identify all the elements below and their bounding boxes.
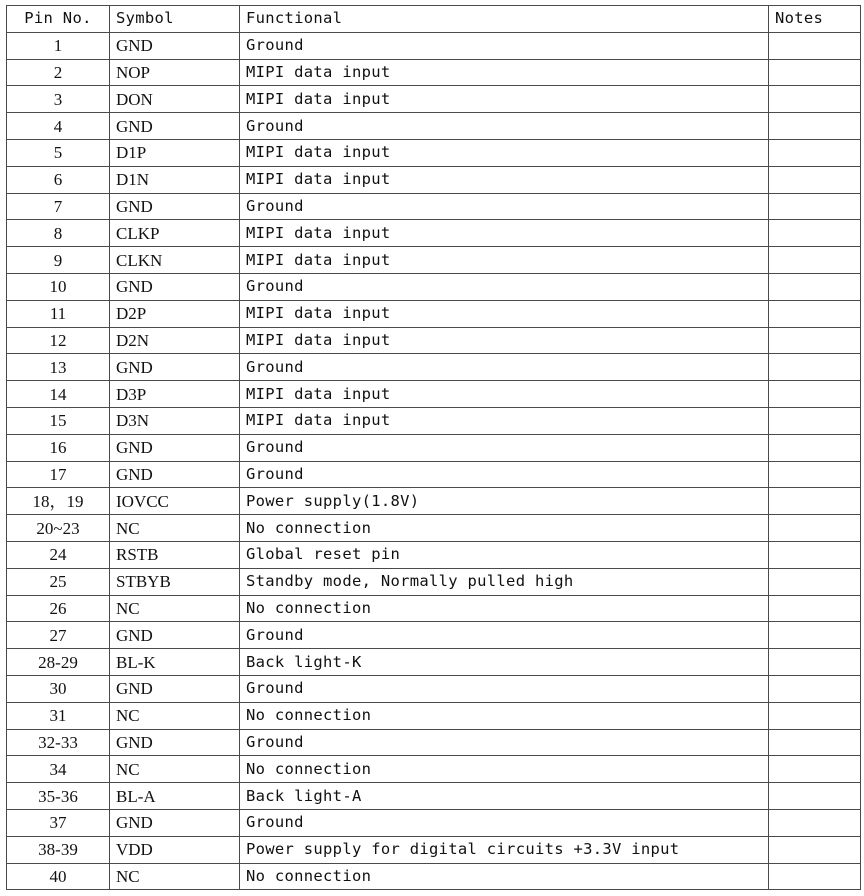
table-row: [7, 166, 861, 193]
table-body: [7, 32, 861, 890]
symbol-cell: GND: [110, 354, 240, 381]
notes-cell: [769, 783, 861, 810]
notes-cell: [769, 434, 861, 461]
notes-cell: [769, 541, 861, 568]
table-row: [7, 434, 861, 461]
table-row: [7, 595, 861, 622]
symbol-cell: GND: [110, 273, 240, 300]
table-row: [7, 515, 861, 542]
functional-cell: MIPI data input: [240, 139, 769, 166]
pin-number-cell: 28-29: [7, 649, 110, 676]
functional-cell: Back light-K: [240, 649, 769, 676]
pin-number-cell: 9: [7, 247, 110, 274]
symbol-cell: BL-A: [110, 783, 240, 810]
symbol-cell: GND: [110, 434, 240, 461]
functional-cell: Power supply for digital circuits +3.3V input: [240, 836, 769, 863]
notes-cell: [769, 809, 861, 836]
notes-cell: [769, 756, 861, 783]
header-symbol: Symbol: [110, 6, 240, 33]
notes-cell: [769, 273, 861, 300]
symbol-cell: NC: [110, 515, 240, 542]
table-row: [7, 139, 861, 166]
pin-number-cell: 14: [7, 381, 110, 408]
table-row: [7, 783, 861, 810]
pin-number-cell: 11: [7, 300, 110, 327]
table-row: [7, 86, 861, 113]
notes-cell: [769, 836, 861, 863]
functional-cell: MIPI data input: [240, 86, 769, 113]
table-row: [7, 381, 861, 408]
symbol-cell: GND: [110, 461, 240, 488]
table-row: [7, 193, 861, 220]
pin-number-cell: 32-33: [7, 729, 110, 756]
table-row: [7, 113, 861, 140]
functional-cell: Global reset pin: [240, 541, 769, 568]
pin-number-cell: 18，19: [7, 488, 110, 515]
notes-cell: [769, 649, 861, 676]
symbol-cell: GND: [110, 729, 240, 756]
pin-number-cell: 40: [7, 863, 110, 890]
symbol-cell: DON: [110, 86, 240, 113]
table-row: [7, 354, 861, 381]
notes-cell: [769, 729, 861, 756]
table-row: [7, 622, 861, 649]
pin-number-cell: 26: [7, 595, 110, 622]
notes-cell: [769, 461, 861, 488]
notes-cell: [769, 622, 861, 649]
table-row: [7, 702, 861, 729]
symbol-cell: D3P: [110, 381, 240, 408]
symbol-cell: GND: [110, 809, 240, 836]
table-row: [7, 488, 861, 515]
pin-number-cell: 8: [7, 220, 110, 247]
pin-number-cell: 16: [7, 434, 110, 461]
pin-number-cell: 35-36: [7, 783, 110, 810]
functional-cell: No connection: [240, 702, 769, 729]
functional-cell: MIPI data input: [240, 381, 769, 408]
functional-cell: Ground: [240, 622, 769, 649]
notes-cell: [769, 139, 861, 166]
symbol-cell: D2N: [110, 327, 240, 354]
table-row: [7, 541, 861, 568]
notes-cell: [769, 220, 861, 247]
functional-cell: MIPI data input: [240, 300, 769, 327]
notes-cell: [769, 595, 861, 622]
pin-number-cell: 15: [7, 407, 110, 434]
table-row: [7, 729, 861, 756]
functional-cell: Ground: [240, 32, 769, 59]
table-row: [7, 59, 861, 86]
pin-number-cell: 7: [7, 193, 110, 220]
pin-number-cell: 2: [7, 59, 110, 86]
functional-cell: Ground: [240, 809, 769, 836]
table-row: [7, 649, 861, 676]
pin-number-cell: 20~23: [7, 515, 110, 542]
pin-number-cell: 38-39: [7, 836, 110, 863]
symbol-cell: CLKN: [110, 247, 240, 274]
symbol-cell: GND: [110, 622, 240, 649]
functional-cell: Ground: [240, 729, 769, 756]
notes-cell: [769, 702, 861, 729]
functional-cell: Standby mode, Normally pulled high: [240, 568, 769, 595]
table-header-row: [7, 6, 861, 33]
functional-cell: No connection: [240, 863, 769, 890]
pin-number-cell: 25: [7, 568, 110, 595]
functional-cell: Ground: [240, 113, 769, 140]
pin-definition-table: [6, 5, 861, 890]
functional-cell: MIPI data input: [240, 59, 769, 86]
functional-cell: Back light-A: [240, 783, 769, 810]
symbol-cell: GND: [110, 32, 240, 59]
table-row: [7, 273, 861, 300]
header-functional: Functional: [240, 6, 769, 33]
functional-cell: MIPI data input: [240, 327, 769, 354]
symbol-cell: GND: [110, 193, 240, 220]
notes-cell: [769, 86, 861, 113]
table-row: [7, 220, 861, 247]
functional-cell: MIPI data input: [240, 407, 769, 434]
notes-cell: [769, 166, 861, 193]
symbol-cell: NOP: [110, 59, 240, 86]
header-pin-no: Pin No.: [7, 6, 110, 33]
header-notes: Notes: [769, 6, 861, 33]
notes-cell: [769, 193, 861, 220]
symbol-cell: VDD: [110, 836, 240, 863]
notes-cell: [769, 863, 861, 890]
table-row: [7, 327, 861, 354]
notes-cell: [769, 568, 861, 595]
pin-number-cell: 5: [7, 139, 110, 166]
table-row: [7, 32, 861, 59]
table-row: [7, 461, 861, 488]
notes-cell: [769, 675, 861, 702]
functional-cell: MIPI data input: [240, 166, 769, 193]
symbol-cell: BL-K: [110, 649, 240, 676]
functional-cell: No connection: [240, 756, 769, 783]
functional-cell: Ground: [240, 193, 769, 220]
functional-cell: No connection: [240, 515, 769, 542]
functional-cell: MIPI data input: [240, 220, 769, 247]
functional-cell: Ground: [240, 354, 769, 381]
pin-number-cell: 6: [7, 166, 110, 193]
functional-cell: Ground: [240, 675, 769, 702]
symbol-cell: CLKP: [110, 220, 240, 247]
notes-cell: [769, 327, 861, 354]
symbol-cell: GND: [110, 675, 240, 702]
functional-cell: Ground: [240, 461, 769, 488]
table-row: [7, 247, 861, 274]
table-row: [7, 756, 861, 783]
table-row: [7, 407, 861, 434]
pin-number-cell: 17: [7, 461, 110, 488]
pin-number-cell: 24: [7, 541, 110, 568]
functional-cell: Ground: [240, 273, 769, 300]
symbol-cell: NC: [110, 702, 240, 729]
pin-number-cell: 34: [7, 756, 110, 783]
pin-number-cell: 4: [7, 113, 110, 140]
symbol-cell: NC: [110, 595, 240, 622]
notes-cell: [769, 247, 861, 274]
pin-number-cell: 3: [7, 86, 110, 113]
pin-number-cell: 13: [7, 354, 110, 381]
notes-cell: [769, 113, 861, 140]
pin-number-cell: 31: [7, 702, 110, 729]
notes-cell: [769, 354, 861, 381]
functional-cell: Power supply(1.8V): [240, 488, 769, 515]
table-row: [7, 836, 861, 863]
notes-cell: [769, 488, 861, 515]
symbol-cell: D3N: [110, 407, 240, 434]
functional-cell: No connection: [240, 595, 769, 622]
table-row: [7, 809, 861, 836]
notes-cell: [769, 59, 861, 86]
table-row: [7, 675, 861, 702]
notes-cell: [769, 32, 861, 59]
pin-number-cell: 1: [7, 32, 110, 59]
symbol-cell: STBYB: [110, 568, 240, 595]
pin-number-cell: 12: [7, 327, 110, 354]
notes-cell: [769, 381, 861, 408]
table-row: [7, 300, 861, 327]
pin-number-cell: 10: [7, 273, 110, 300]
table-row: [7, 863, 861, 890]
pin-number-cell: 27: [7, 622, 110, 649]
symbol-cell: NC: [110, 756, 240, 783]
symbol-cell: GND: [110, 113, 240, 140]
table-row: [7, 568, 861, 595]
symbol-cell: D2P: [110, 300, 240, 327]
pin-number-cell: 30: [7, 675, 110, 702]
symbol-cell: NC: [110, 863, 240, 890]
notes-cell: [769, 515, 861, 542]
symbol-cell: D1P: [110, 139, 240, 166]
pin-number-cell: 37: [7, 809, 110, 836]
functional-cell: Ground: [240, 434, 769, 461]
notes-cell: [769, 300, 861, 327]
symbol-cell: RSTB: [110, 541, 240, 568]
functional-cell: MIPI data input: [240, 247, 769, 274]
symbol-cell: D1N: [110, 166, 240, 193]
notes-cell: [769, 407, 861, 434]
symbol-cell: IOVCC: [110, 488, 240, 515]
